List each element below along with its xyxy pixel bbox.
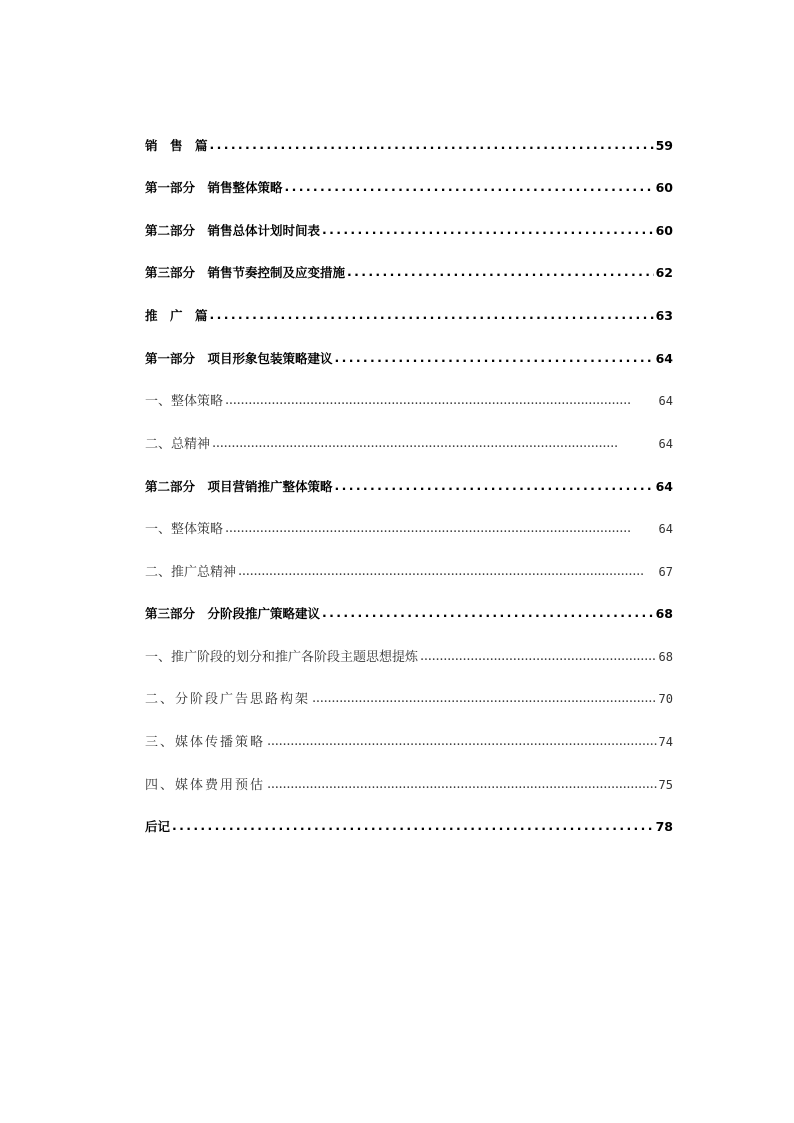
toc-entry-title: 二、推广总精神 (145, 565, 237, 580)
toc-entry-stage-division[interactable] (145, 647, 673, 667)
toc-entry-ad-framework[interactable] (145, 689, 673, 709)
toc-entry-media-strategy[interactable] (145, 732, 673, 752)
toc-entry-title: 二、总精神 (145, 437, 211, 452)
dot-leader (172, 816, 654, 836)
toc-entry-title: 第一部分 项目形象包装策略建议 (145, 351, 333, 366)
dot-leader (210, 135, 654, 155)
dot-leader (420, 647, 657, 667)
toc-entry-promotion-part3[interactable] (145, 604, 673, 624)
toc-entry-title: 后记 (145, 819, 171, 834)
toc-entry-page: 67 (658, 565, 673, 579)
toc-entry-page: 75 (658, 778, 673, 792)
toc-entry-title: 第一部分 销售整体策略 (145, 180, 283, 195)
toc-entry-title: 三、媒体传播策略 (145, 735, 266, 750)
toc-entry-sales-part3[interactable] (145, 263, 673, 283)
toc-entry-page: 62 (655, 265, 673, 280)
dot-leader (335, 476, 654, 496)
dot-leader (212, 434, 657, 454)
dot-leader (267, 732, 657, 752)
toc-entry-page: 64 (658, 394, 673, 408)
toc-entry-page: 74 (658, 735, 673, 749)
toc-entry-page: 68 (655, 606, 673, 621)
dot-leader (322, 220, 654, 240)
toc-entry-overall-strategy-2[interactable] (145, 519, 673, 539)
toc-entry-title: 销 售 篇 (145, 138, 208, 153)
toc-entry-title: 一、整体策略 (145, 522, 224, 537)
toc-entry-sales-part2[interactable] (145, 221, 673, 241)
toc-entry-title: 第三部分 分阶段推广策略建议 (145, 606, 321, 621)
toc-entry-sales-part1[interactable] (145, 178, 673, 198)
dot-leader (267, 775, 657, 795)
toc-entry-sales-section[interactable] (145, 136, 673, 156)
toc-entry-overall-strategy[interactable] (145, 391, 673, 411)
toc-entry-page: 60 (655, 223, 673, 238)
toc-entry-title: 二、分阶段广告思路构架 (145, 692, 311, 707)
toc-entry-page: 64 (655, 351, 673, 366)
toc-entry-title: 第二部分 项目营销推广整体策略 (145, 479, 333, 494)
toc-entry-promotion-spirit[interactable] (145, 562, 673, 582)
toc-entry-media-cost[interactable] (145, 775, 673, 795)
toc-entry-page: 64 (658, 437, 673, 451)
toc-entry-promotion-part2[interactable] (145, 477, 673, 497)
dot-leader (225, 519, 657, 539)
dot-leader (238, 562, 657, 582)
toc-entry-page: 70 (658, 692, 673, 706)
dot-leader (312, 689, 657, 709)
toc-entry-page: 59 (655, 138, 673, 153)
toc-entry-page: 60 (655, 180, 673, 195)
toc-entry-page: 68 (658, 650, 673, 664)
toc-entry-page: 78 (655, 819, 673, 834)
toc-entry-title: 第二部分 销售总体计划时间表 (145, 223, 321, 238)
toc-entry-page: 64 (655, 479, 673, 494)
toc-entry-title: 一、推广阶段的划分和推广各阶段主题思想提炼 (145, 650, 419, 665)
dot-leader (225, 391, 657, 411)
dot-leader (322, 603, 654, 623)
toc-entry-title: 第三部分 销售节奏控制及应变措施 (145, 265, 346, 280)
toc-entry-promotion-part1[interactable] (145, 349, 673, 369)
toc-entry-title: 推 广 篇 (145, 308, 208, 323)
toc-entry-afterword[interactable] (145, 817, 673, 837)
toc-entry-general-spirit[interactable] (145, 434, 673, 454)
toc-entry-promotion-section[interactable] (145, 306, 673, 326)
dot-leader (347, 262, 654, 282)
dot-leader (285, 177, 654, 197)
dot-leader (210, 305, 654, 325)
dot-leader (335, 348, 654, 368)
toc-entry-title: 四、媒体费用预估 (145, 778, 266, 793)
toc-entry-page: 64 (658, 522, 673, 536)
toc-entry-title: 一、整体策略 (145, 394, 224, 409)
toc-entry-page: 63 (655, 308, 673, 323)
